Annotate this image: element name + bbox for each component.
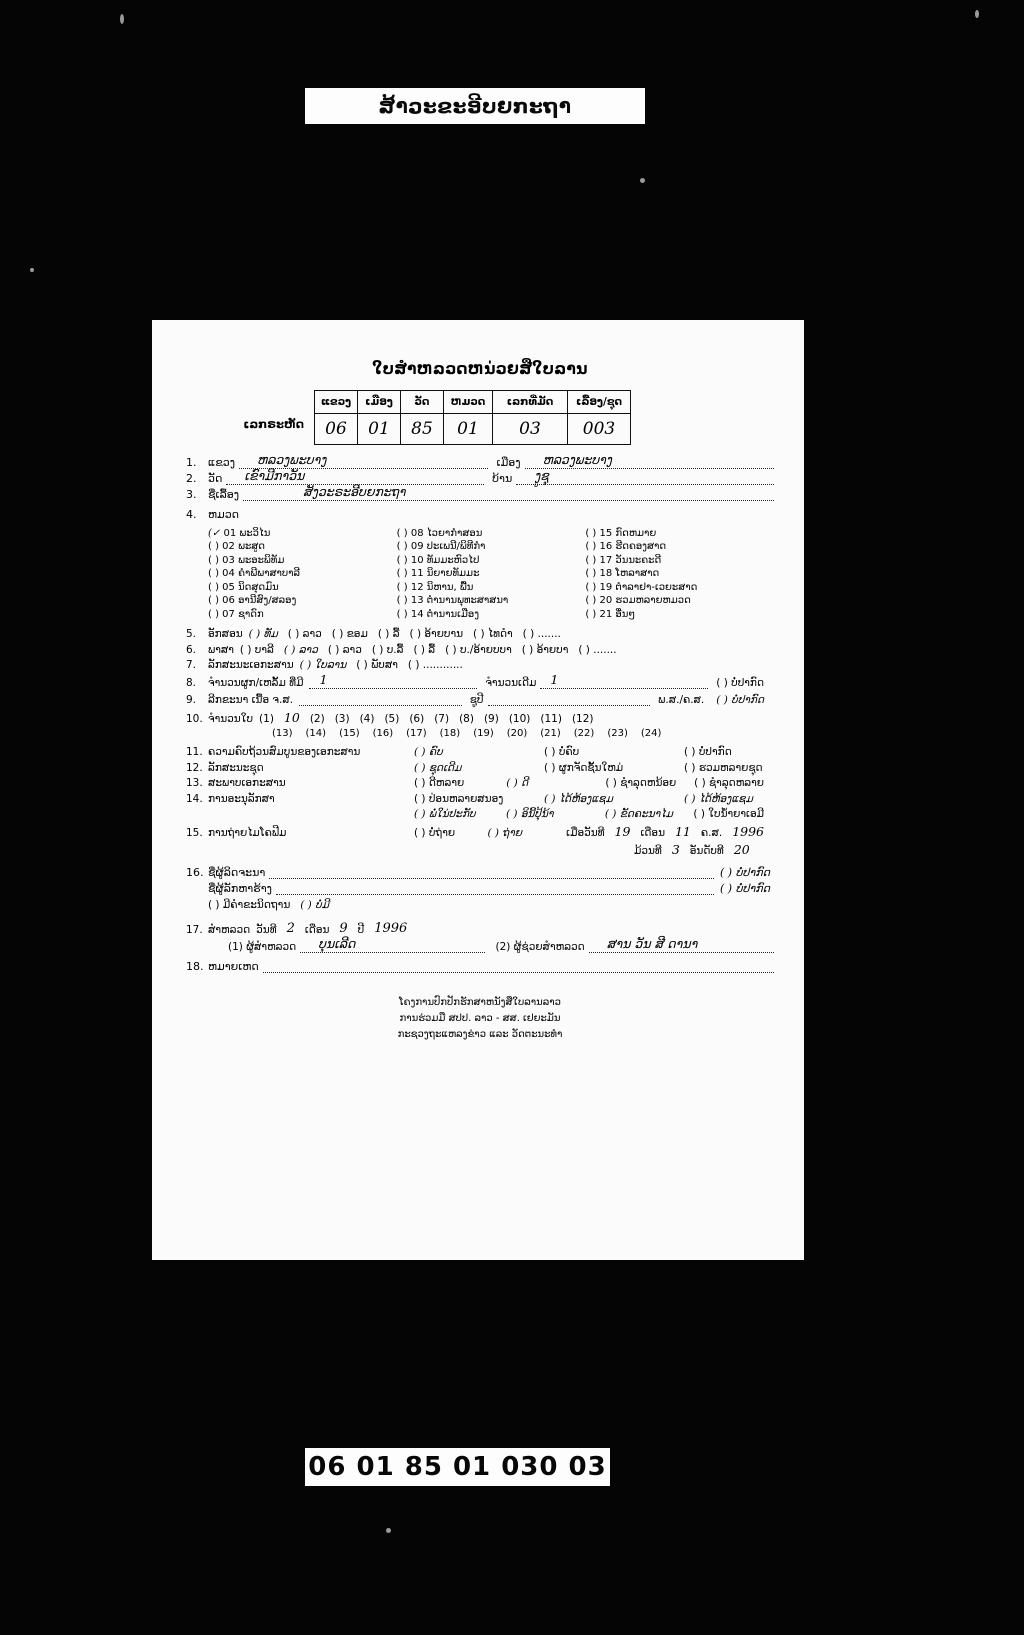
field-number: 9. (186, 694, 197, 706)
top-caption-strip (305, 88, 645, 124)
surveyor-1-value: ບຸນເລີດ (300, 939, 485, 953)
category-item[interactable]: ( ) 13 ຕຳນານພຸທະສາສນາ (396, 595, 509, 606)
option[interactable]: ( ) ບາລີ (239, 643, 274, 656)
field-language (186, 644, 774, 656)
category-item[interactable]: ( ) 16 ຮີດຄອງສາດ (585, 541, 667, 552)
field-label-2: ຊູປີ (469, 694, 484, 706)
option[interactable]: ( ) ບ.ລື້ (371, 643, 404, 656)
category-item[interactable]: ( ) 08 ໄວຍາກຳສອນ (396, 527, 483, 539)
field-label-2: ເມືອງ (496, 456, 521, 469)
field-label: ຈຳນວນໃບ (208, 712, 254, 725)
leaf-index[interactable]: (13) (272, 728, 293, 739)
leaf-index[interactable]: (6) (409, 712, 425, 725)
field-label: ລັກສະນະຊຸດ (208, 761, 264, 774)
field-document-type (186, 659, 774, 671)
option-checked[interactable]: ( ) ຄົບ (414, 746, 443, 758)
code-value: 01 (444, 414, 493, 445)
field-label: ຊື່ເລື້ອງ (208, 488, 240, 501)
code-value: 003 (568, 414, 631, 445)
code-header: ເລກທີ່ມັດ (493, 391, 568, 414)
leaf-index[interactable]: (19) (473, 728, 494, 739)
field-value-line: ສັງວະຣະອີບຍກະຖາ (243, 487, 774, 501)
option-checked[interactable]: ( ) ບໍ່ມີ (300, 898, 330, 911)
field-number: 1. (186, 456, 197, 469)
category-column-3 (585, 525, 774, 622)
survey-year-label: ປີ (357, 923, 365, 936)
field-number: 6. (186, 643, 197, 656)
microfilm-month-label: ເດືອນ (640, 826, 665, 839)
survey-form-page (152, 320, 804, 1260)
microfilm-day: 19 (614, 823, 631, 839)
option[interactable]: ( ) ລື້ (413, 643, 436, 656)
surveyor-2-label: (2) ຜູ້ຊ່ວຍສຳຫລວດ (495, 941, 585, 953)
field-number: 4. (186, 508, 197, 521)
option[interactable]: ( ) ໄທດຳ (473, 628, 513, 640)
category-column-2 (397, 525, 586, 622)
field-preservation (186, 793, 774, 805)
option[interactable]: ( ) ບໍ່ຖ່າຍ (414, 826, 456, 839)
field-condition (186, 777, 774, 789)
option-checked[interactable]: ( ) ອິນີ້ປຸ້ນ້າ (506, 808, 554, 820)
option[interactable]: ( ) ບໍ່ຄົບ (544, 746, 580, 758)
field-leaf-count (186, 710, 774, 725)
field-set-type (186, 762, 774, 774)
option[interactable]: ( ) ....... (578, 643, 617, 656)
code-value: 01 (358, 414, 401, 445)
field-colophon (186, 899, 774, 911)
original-count-value: 1 (540, 675, 708, 689)
leaf-index[interactable]: (15) (339, 728, 360, 739)
field-label-2: ຈຳນວນເດີມ (485, 676, 537, 689)
option[interactable]: ( ) ອ້າຍບາ (521, 643, 569, 656)
field-microfilm (186, 824, 774, 839)
microfilm-year-label: ຄ.ສ. (700, 826, 723, 839)
survey-date-label: ວັນທີ (256, 923, 277, 936)
page-title: ໃບສຳຫລວດຫນ່ວຍສືໃບລານ (372, 360, 588, 378)
category-item[interactable]: ( ) 12 ນິຫານ, ພື້ນ (396, 581, 474, 593)
category-item[interactable]: ( ) 20 ຮວມຫລາຍຫມວດ (585, 595, 691, 606)
field-label: ຫມາຍເຫດ (208, 960, 259, 973)
option[interactable]: ( ) ພັບສາ (356, 659, 398, 671)
option[interactable]: ( ) ລື້ (377, 628, 400, 640)
field-number: 10. (186, 712, 203, 725)
footer-block (186, 995, 774, 1043)
field-number: 15. (186, 826, 203, 839)
footer-line-2: ການຮ່ວມມື ສປປ. ລາວ - ສສ. ເຢຍະມັນ (399, 1013, 561, 1024)
microfilm-date-label: ເມື່ອວັນທີ (566, 826, 605, 839)
field-value-line-2: ງູຊຸ (516, 471, 774, 485)
code-value: 03 (493, 414, 568, 445)
field-number: 13. (186, 777, 203, 789)
code-value: 06 (315, 414, 358, 445)
footer-line-1: ໂຄງການປົກປັກຮັກສາຫນັງສືໃບລານລາວ (399, 997, 561, 1008)
field-category-header (186, 508, 774, 521)
code-header: ແຂວງ (315, 391, 358, 414)
field-preservation-extra (186, 808, 774, 820)
category-item[interactable]: ( ) 15 ກົດຫມາຍ (585, 527, 657, 539)
leaf-index[interactable]: (10) (508, 712, 531, 725)
field-number: 8. (186, 676, 197, 689)
code-header: ເລື້ອງ/ຊຸດ (568, 391, 631, 414)
category-item[interactable]: ( ) 07 ຊາດົກ (208, 608, 264, 620)
category-item[interactable]: ( ) 02 ພະສູດ (208, 541, 265, 552)
option[interactable]: ( ) ລາວ (327, 643, 362, 656)
field-value-line: ຫລວງພະບາງ (239, 455, 488, 469)
field-label: ຊື່ຜູ້ລັກຫາຮ້າງ (208, 882, 272, 895)
microfilm-year: 1996 (732, 823, 764, 839)
option[interactable]: ( ) ຮວມຫລາຍຊຸດ (684, 761, 763, 774)
leaf-index[interactable]: (7) (434, 712, 450, 725)
bottom-caption-strip (305, 1448, 610, 1486)
leaf-index[interactable]: (5) (384, 712, 400, 725)
scribe-value-line (276, 881, 714, 895)
leaf-index-1[interactable]: (1) (259, 712, 274, 725)
code-label: ເລກຣະຫັດ (243, 417, 304, 431)
footer-line-3: ກະຊວງຖະແຫລງຂ່າວ ແລະ ວັດຕະນະທຳ (397, 1029, 563, 1040)
field-date-written (186, 692, 774, 706)
field-label-2: ບ້ານ (492, 472, 513, 485)
leaf-index[interactable]: (21) (540, 728, 561, 739)
field-label: ການອະນຸລັກສາ (208, 792, 275, 805)
category-column-1 (208, 525, 397, 622)
option[interactable]: ( ) ອ້າຍບານ (409, 628, 464, 640)
option-checked[interactable]: ( ) ໃບລານ (299, 659, 347, 671)
option[interactable]: ( ) ຊຳລຸດຫລາຍ (694, 777, 764, 789)
option-checked[interactable]: ( ) ພໍ່ໃນ່ປະກັບ (414, 808, 476, 820)
author-value-line (269, 865, 714, 879)
field-number: 5. (186, 628, 197, 640)
roll-order-value: 20 (733, 842, 750, 857)
survey-month: 9 (339, 920, 348, 936)
option[interactable]: ( ) ຂອມ (331, 628, 368, 640)
field-remarks (186, 959, 774, 973)
field-label: ຄວາມຄົບຖ້ວນສົມບູນຂອງເອກະສານ (208, 746, 361, 758)
field-label: ລີກຂະນາ ເນື້ອ ຈ.ສ. (208, 694, 294, 706)
category-item[interactable]: ( ) 18 ໂຫລາສາດ (585, 568, 660, 579)
leaf-index[interactable]: (8) (459, 712, 474, 725)
survey-day: 2 (286, 920, 295, 936)
leaf-index[interactable]: (4) (359, 712, 375, 725)
leaf-index[interactable]: (3) (334, 712, 350, 725)
leaf-index[interactable]: (12) (571, 712, 594, 725)
option[interactable]: ( ) ບ./ອ້າຍບບາ (445, 643, 512, 656)
field-bundle-count (186, 671, 774, 689)
category-item[interactable]: ( ) 19 ຕຳລາຢາ-ເວຍະສາດ (585, 581, 698, 593)
field-number: 17. (186, 923, 203, 936)
field-script (186, 628, 774, 640)
field-label: ຊື່ຜູ້ລິດຈະນາ (208, 866, 266, 879)
option[interactable]: ( ) ຜູກຈັດຊັ້ນໃຫມ່ (544, 761, 624, 774)
option[interactable]: ( ) ມີຄຳຂະນິດຖານ (208, 898, 291, 911)
field-microfilm-roll (186, 842, 774, 857)
option[interactable]: ( ) ....... (522, 628, 561, 640)
leaf-index[interactable]: (23) (607, 728, 628, 739)
field-label: ພາສາ (208, 643, 234, 656)
category-item[interactable]: ( ) 14 ຕຳນານເມືອງ (396, 608, 480, 620)
field-label: ສຳຫລວດ (208, 923, 251, 936)
field-number: 16. (186, 866, 204, 879)
roll-order-label: ອັນດັບທີ (689, 845, 724, 857)
leaf-value-1: 10 (283, 709, 300, 725)
option-checked[interactable]: ( ) ຂັດຄະນາໄມ (604, 808, 673, 820)
leaf-index[interactable]: (14) (305, 728, 327, 739)
field-number: 3. (186, 488, 197, 501)
field-label: ສະພາບເອກະສານ (208, 777, 286, 789)
option-checked[interactable]: ( ) ດີ (506, 777, 529, 789)
option[interactable]: ( ) ............ (407, 659, 463, 671)
option-checked[interactable]: ( ) ທັມ (248, 628, 278, 640)
option-checked[interactable]: ( ) ຊຸດເດີມ (414, 761, 462, 774)
option-checked[interactable]: ( ) ຖ່າຍ (487, 826, 522, 839)
field-label: ຈຳນວນຜູກ/ເຫລັ້ມ ທີ່ມີ (208, 676, 304, 689)
bundle-count-value: 1 (309, 675, 477, 689)
option-checked[interactable]: ( ) ໄດ້ຫ້ອງແຊມ (544, 792, 613, 805)
category-item[interactable]: ( ) 04 ຄຳພີພາສາບາລີ (208, 568, 301, 579)
category-item[interactable]: ( ) 03 ພະອະພິທັມ (208, 554, 285, 566)
code-table-row (186, 390, 774, 445)
code-header: ເມືອງ (358, 391, 401, 414)
roll-label: ມ້ວນທີ (634, 845, 662, 857)
field-survey-date (186, 921, 774, 936)
survey-month-label: ເດືອນ (304, 923, 330, 936)
leaf-index[interactable]: (16) (372, 728, 394, 739)
category-item[interactable]: ( ) 17 ວັນນະຄະດີ (585, 554, 662, 566)
field-completeness (186, 746, 774, 758)
option[interactable]: ( ) ຊຳລຸດຫນ້ອຍ (605, 777, 677, 789)
category-item[interactable]: ( ) 21 ອື່ນໆ (585, 608, 636, 620)
date-value-line (299, 692, 462, 706)
leaf-index[interactable]: (9) (483, 712, 499, 725)
field-surveyors (186, 936, 774, 953)
category-item[interactable]: ( ) 11 ນິຍາຍທັມມະ (396, 568, 480, 579)
option-checked[interactable]: ( ) ລາວ (283, 643, 318, 656)
field-label: ການຖ່າຍໄມໂຄຟີມ (208, 826, 287, 839)
field-number: 7. (186, 659, 197, 671)
leaf-index[interactable]: (11) (540, 712, 562, 725)
surveyor-1-label: (1) ຜູ້ສຳຫລວດ (228, 941, 297, 953)
field-value-line: ເຂົາມີກາວັນ (226, 471, 484, 485)
field-label: ລັກສະນະເອກະສານ (208, 659, 294, 671)
field-label: ວັດ (208, 472, 223, 485)
field-number: 12. (186, 761, 203, 774)
category-item[interactable]: ( ) 10 ທັມມະຫົວໄປ (396, 554, 480, 566)
field-scribe (186, 881, 774, 895)
option-checked[interactable]: ( ) ບໍ່ປາກົດ (720, 866, 770, 879)
bottom-caption-text: 06 01 85 01 030 03 (308, 1452, 607, 1482)
code-table (314, 390, 631, 445)
option[interactable]: ( ) ບໍ່ປາກົດ (716, 676, 765, 689)
field-number: 18. (186, 960, 204, 973)
field-label-3: ພ.ສ./ຄ.ສ. (658, 694, 705, 706)
field-number: 2. (186, 472, 197, 485)
option-checked[interactable]: ( ) ໄດ້ຫ້ອງແຊມ (684, 792, 753, 805)
remarks-value-line (263, 959, 774, 973)
category-item[interactable]: ( ) 06 ອານີສົງ/ສລອງ (208, 595, 297, 606)
category-grid (208, 525, 774, 622)
code-header: ຫມວດ (444, 391, 493, 414)
date-value-line-2 (488, 692, 651, 706)
microfilm-month: 11 (674, 823, 691, 839)
leaf-index[interactable]: (2) (309, 712, 325, 725)
field-number: 14. (186, 792, 203, 805)
leaf-index[interactable]: (17) (406, 728, 427, 739)
category-item[interactable]: (✓ 01 ພະວິໄນ (208, 527, 271, 539)
leaf-index[interactable]: (18) (439, 728, 461, 739)
option[interactable]: ( ) ລາວ (287, 628, 322, 640)
leaf-index[interactable]: (22) (573, 728, 595, 739)
field-title (186, 484, 774, 501)
code-header: ວັດ (401, 391, 444, 414)
field-label: ຫມວດ (208, 508, 240, 521)
option[interactable]: ( ) ໃບນ້ຳຍາເອມີ (693, 808, 764, 820)
top-caption-text: ສ້າວະຂະອີບຍກະຖາ (378, 94, 572, 118)
category-item[interactable]: ( ) 09 ປະເພນີ/ພິທີກຳ (396, 541, 486, 552)
leaf-index[interactable]: (20) (506, 728, 528, 739)
field-label: ແຂວງ (208, 456, 236, 469)
leaf-index[interactable]: (24) (640, 728, 662, 739)
category-item[interactable]: ( ) 05 ນິດສຸດມົນ (208, 581, 279, 593)
option[interactable]: ( ) ປ່ອນຫລາຍສນອງ (414, 792, 504, 805)
field-label: ອັກສອນ (208, 628, 243, 640)
field-author (186, 865, 774, 879)
field-number: 11. (186, 746, 203, 758)
option[interactable]: ( ) ບໍ່ປາກົດ (684, 746, 732, 758)
survey-year: 1996 (374, 920, 408, 936)
surveyor-2-value: ສານ ວັນ ສີ ດານາ (589, 939, 774, 953)
field-temple (186, 468, 774, 485)
leaf-index-row-2 (272, 728, 774, 739)
option-checked[interactable]: ( ) ບໍ່ປາກົດ (716, 694, 764, 706)
option[interactable]: ( ) ດີຫລາຍ (414, 777, 465, 789)
field-value-line-2: ຫລວງພະບາງ (525, 455, 774, 469)
roll-value: 3 (671, 842, 680, 857)
field-province (186, 452, 774, 469)
code-value: 85 (401, 414, 444, 445)
option-checked[interactable]: ( ) ບໍ່ປາກົດ (720, 882, 770, 895)
